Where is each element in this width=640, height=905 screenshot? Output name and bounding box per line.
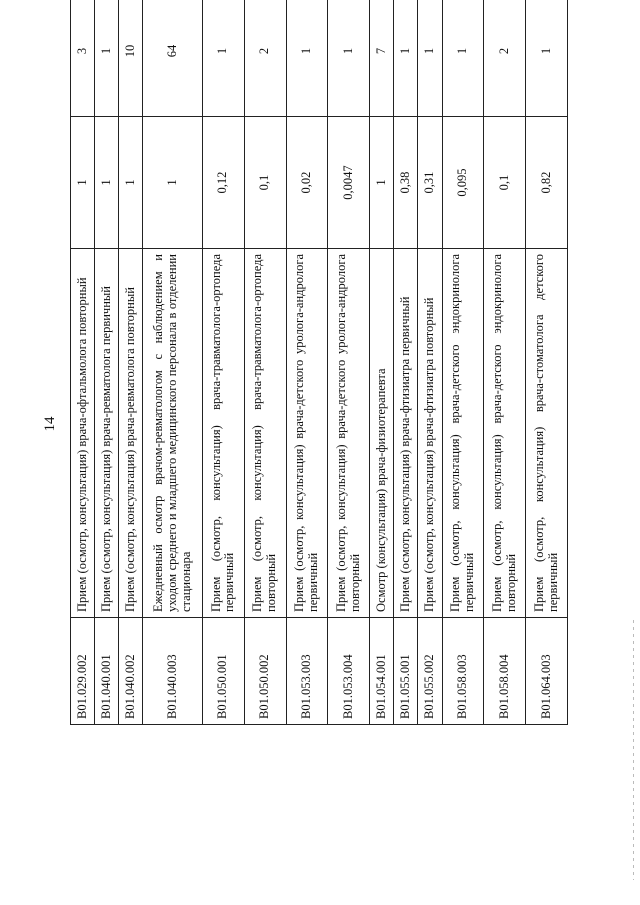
multiplicity-cell: 64 <box>143 0 203 117</box>
service-name-cell: Осмотр (консультация) врача-физиотерапевта <box>370 249 394 618</box>
service-code-cell: B01.029.002 <box>71 618 95 725</box>
service-code-cell: B01.050.001 <box>202 618 244 725</box>
service-name-cell: Прием (осмотр, консультация) врача-детского уролога-андролога повторный <box>328 249 370 618</box>
services-table-container <box>70 30 568 725</box>
frequency-coefficient-cell: 0,1 <box>244 117 286 249</box>
frequency-coefficient-cell: 1 <box>370 117 394 249</box>
multiplicity-cell: 1 <box>442 0 484 117</box>
multiplicity-cell: 3 <box>71 0 95 117</box>
service-code-cell: B01.040.003 <box>143 618 203 725</box>
page-number: 14 <box>41 416 58 432</box>
services-table <box>70 0 568 725</box>
multiplicity-cell: 7 <box>370 0 394 117</box>
frequency-coefficient-cell: 0,095 <box>442 117 484 249</box>
service-name-cell: Прием (осмотр, консультация) врача-детского эндокринолога первичный <box>442 249 484 618</box>
service-name-cell: Прием (осмотр, консультация) врача-травматолога-ортопеда повторный <box>244 249 286 618</box>
service-code-cell: B01.058.003 <box>442 618 484 725</box>
frequency-coefficient-cell: 1 <box>71 117 95 249</box>
service-code-cell: B01.055.001 <box>394 618 418 725</box>
frequency-coefficient-cell: 0,1 <box>484 117 526 249</box>
table-row <box>328 0 370 725</box>
table-row <box>526 0 568 725</box>
service-code-cell: B01.054.001 <box>370 618 394 725</box>
table-row <box>71 0 95 725</box>
service-name-cell: Прием (осмотр, консультация) врача-детского уролога-андролога первичный <box>286 249 328 618</box>
frequency-coefficient-cell: 0,38 <box>394 117 418 249</box>
multiplicity-cell: 1 <box>95 0 119 117</box>
service-name-cell: Прием (осмотр, консультация) врача-фтизиатра первичный <box>394 249 418 618</box>
service-name-cell: Прием (осмотр, консультация) врача-стоматолога детского первичный <box>526 249 568 618</box>
multiplicity-cell: 2 <box>244 0 286 117</box>
table-row <box>442 0 484 725</box>
service-name-cell: Прием (осмотр, консультация) врача-детского эндокринолога повторный <box>484 249 526 618</box>
service-name-cell: Прием (осмотр, консультация) врача-ревматолога первичный <box>95 249 119 618</box>
service-name-cell: Ежедневный осмотр врачом-ревматологом с наблюдением и уходом среднего и младшего медицинского персонала в отделении стационара <box>143 249 203 618</box>
frequency-coefficient-cell: 0,82 <box>526 117 568 249</box>
service-code-cell: B01.058.004 <box>484 618 526 725</box>
frequency-coefficient-cell: 1 <box>95 117 119 249</box>
multiplicity-cell: 10 <box>119 0 143 117</box>
multiplicity-cell: 1 <box>328 0 370 117</box>
table-row <box>370 0 394 725</box>
service-code-cell: B01.053.004 <box>328 618 370 725</box>
margin-decoration <box>633 620 634 880</box>
service-name-cell: Прием (осмотр, консультация) врача-травматолога-ортопеда первичный <box>202 249 244 618</box>
service-code-cell: B01.040.002 <box>119 618 143 725</box>
service-name-cell: Прием (осмотр, консультация) врача-офтальмолога повторный <box>71 249 95 618</box>
multiplicity-cell: 2 <box>484 0 526 117</box>
frequency-coefficient-cell: 0,12 <box>202 117 244 249</box>
table-row <box>95 0 119 725</box>
multiplicity-cell: 1 <box>418 0 442 117</box>
multiplicity-cell: 1 <box>286 0 328 117</box>
service-code-cell: B01.055.002 <box>418 618 442 725</box>
table-row <box>484 0 526 725</box>
multiplicity-cell: 1 <box>202 0 244 117</box>
frequency-coefficient-cell: 1 <box>143 117 203 249</box>
service-code-cell: B01.064.003 <box>526 618 568 725</box>
frequency-coefficient-cell: 0,31 <box>418 117 442 249</box>
table-row <box>202 0 244 725</box>
table-row <box>143 0 203 725</box>
service-code-cell: B01.053.003 <box>286 618 328 725</box>
service-code-cell: B01.050.002 <box>244 618 286 725</box>
table-row <box>119 0 143 725</box>
service-name-cell: Прием (осмотр, консультация) врача-ревматолога повторный <box>119 249 143 618</box>
table-row <box>394 0 418 725</box>
service-code-cell: B01.040.001 <box>95 618 119 725</box>
frequency-coefficient-cell: 0,0047 <box>328 117 370 249</box>
multiplicity-cell: 1 <box>394 0 418 117</box>
multiplicity-cell: 1 <box>526 0 568 117</box>
service-name-cell: Прием (осмотр, консультация) врача-фтизиатра повторный <box>418 249 442 618</box>
frequency-coefficient-cell: 1 <box>119 117 143 249</box>
table-row <box>418 0 442 725</box>
frequency-coefficient-cell: 0,02 <box>286 117 328 249</box>
table-row <box>286 0 328 725</box>
table-row <box>244 0 286 725</box>
